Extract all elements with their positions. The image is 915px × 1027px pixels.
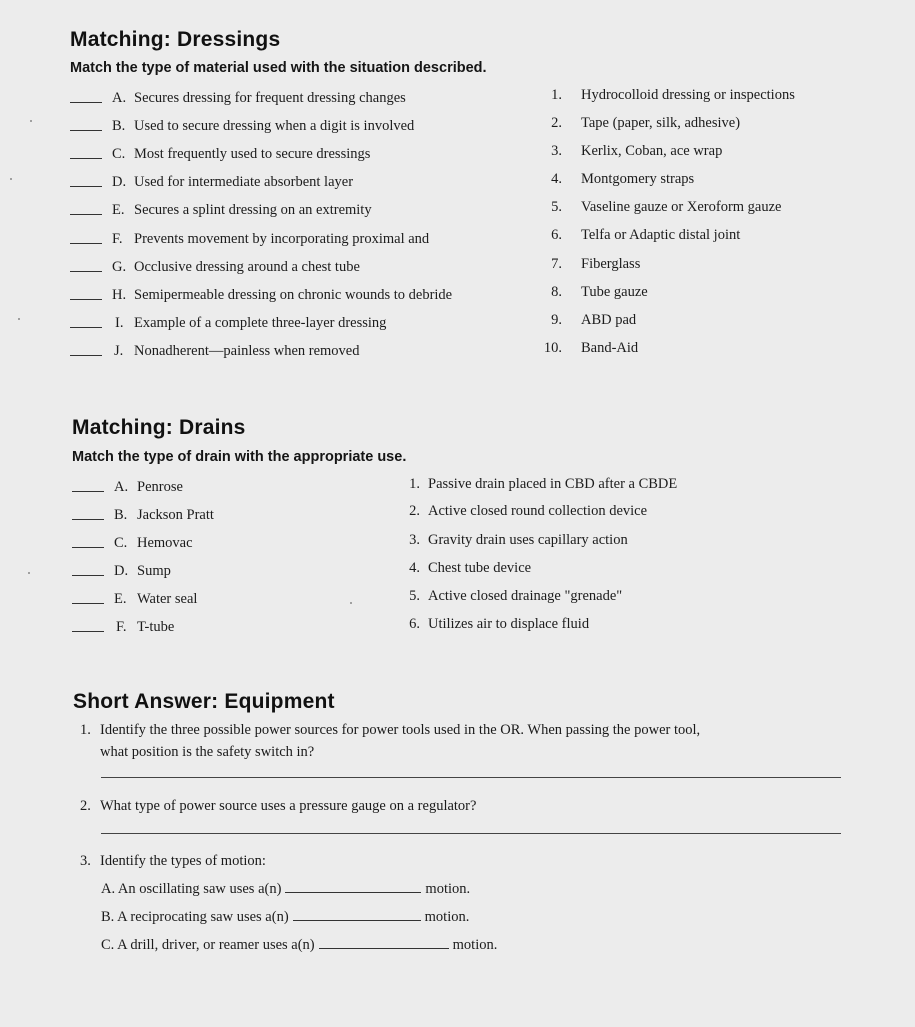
short-answer-title: Short Answer: Equipment xyxy=(73,690,335,713)
question-number: 2. xyxy=(80,798,91,814)
dressing-option xyxy=(532,84,862,106)
dressing-item xyxy=(70,312,530,334)
question-text-line-1: Identify the three possible power sources for power tools used in the OR. When passing the power tool, xyxy=(100,722,701,738)
item-text: Hemovac xyxy=(137,535,193,551)
option-text: Gravity drain uses capillary action xyxy=(428,532,628,548)
drain-option xyxy=(390,613,730,635)
option-text: Active closed round collection device xyxy=(428,503,648,519)
item-letter: G. xyxy=(112,259,127,275)
drain-option xyxy=(390,557,730,579)
dressing-item xyxy=(70,115,530,137)
scan-speck xyxy=(28,572,30,574)
option-number: 5. xyxy=(551,199,562,215)
dressing-item xyxy=(70,228,530,250)
question-3 xyxy=(80,851,840,873)
answer-blank[interactable] xyxy=(70,102,102,103)
option-number: 6. xyxy=(551,227,562,243)
motion-blank[interactable] xyxy=(319,947,449,949)
motion-suffix: motion. xyxy=(425,881,471,897)
motion-blank[interactable] xyxy=(285,891,421,893)
item-letter: A. xyxy=(114,479,129,495)
option-number: 9. xyxy=(551,312,562,328)
option-number: 1. xyxy=(409,476,420,492)
option-text: Vaseline gauze or Xeroform gauze xyxy=(581,199,782,215)
motion-item-a xyxy=(101,879,470,900)
item-text: Semipermeable dressing on chronic wounds to debride xyxy=(134,287,453,303)
drain-item xyxy=(72,616,372,638)
item-text: Sump xyxy=(137,563,171,579)
answer-blank[interactable] xyxy=(70,299,102,300)
item-letter: C. xyxy=(112,146,126,162)
option-number: 6. xyxy=(409,616,420,632)
dressing-option xyxy=(532,253,862,275)
item-letter: B. xyxy=(114,507,128,523)
question-text: What type of power source uses a pressure gauge on a regulator? xyxy=(100,798,477,814)
dressing-item xyxy=(70,87,530,109)
dressing-option xyxy=(532,281,862,303)
option-text: Active closed drainage "grenade" xyxy=(428,588,623,604)
answer-blank[interactable] xyxy=(70,355,102,356)
item-text: Occlusive dressing around a chest tube xyxy=(134,259,360,275)
option-number: 8. xyxy=(551,284,562,300)
drain-option xyxy=(390,500,730,522)
option-text: Band-Aid xyxy=(581,340,639,356)
answer-blank[interactable] xyxy=(72,491,104,492)
option-number: 4. xyxy=(409,560,420,576)
answer-line-2[interactable] xyxy=(101,833,841,834)
item-letter: F. xyxy=(112,231,123,247)
option-text: Chest tube device xyxy=(428,560,532,576)
option-number: 1. xyxy=(551,87,562,103)
item-letter: E. xyxy=(114,591,127,607)
item-letter: I. xyxy=(115,315,124,331)
dressing-item xyxy=(70,256,530,278)
option-text: Fiberglass xyxy=(581,256,641,272)
motion-prompt: A. An oscillating saw uses a(n) xyxy=(101,881,282,897)
answer-blank[interactable] xyxy=(70,158,102,159)
item-letter: F. xyxy=(116,619,127,635)
scan-speck xyxy=(18,318,20,320)
motion-suffix: motion. xyxy=(424,909,470,925)
motion-prompt: C. A drill, driver, or reamer uses a(n) xyxy=(101,937,315,953)
drains-instruction: Match the type of drain with the appropriate use. xyxy=(72,449,407,465)
option-text: Hydrocolloid dressing or inspections xyxy=(581,87,795,103)
item-letter: D. xyxy=(112,174,127,190)
question-number: 1. xyxy=(80,722,91,738)
option-text: ABD pad xyxy=(581,312,637,328)
drain-option xyxy=(390,585,730,607)
option-text: Montgomery straps xyxy=(581,171,695,187)
drain-item xyxy=(72,476,372,498)
option-number: 3. xyxy=(409,532,420,548)
option-text: Passive drain placed in CBD after a CBDE xyxy=(428,476,678,492)
drain-item xyxy=(72,588,372,610)
dressing-option xyxy=(532,140,862,162)
dressing-item xyxy=(70,171,530,193)
item-text: T-tube xyxy=(137,619,175,635)
answer-blank[interactable] xyxy=(72,631,104,632)
option-number: 10. xyxy=(543,340,562,356)
dressing-option xyxy=(532,168,862,190)
motion-suffix: motion. xyxy=(452,937,498,953)
item-text: Used to secure dressing when a digit is involved xyxy=(134,118,415,134)
dressing-item xyxy=(70,340,530,362)
question-2 xyxy=(80,796,840,818)
item-letter: C. xyxy=(114,535,128,551)
option-text: Tape (paper, silk, adhesive) xyxy=(581,115,741,131)
motion-item-b xyxy=(101,907,469,928)
option-text: Utilizes air to displace fluid xyxy=(428,616,590,632)
item-text: Prevents movement by incorporating proximal and xyxy=(134,231,430,247)
item-text: Penrose xyxy=(137,479,183,495)
dressing-option xyxy=(532,337,862,359)
option-number: 7. xyxy=(551,256,562,272)
item-text: Secures a splint dressing on an extremity xyxy=(134,202,372,218)
dressing-item xyxy=(70,143,530,165)
answer-blank[interactable] xyxy=(72,547,104,548)
answer-blank[interactable] xyxy=(72,575,104,576)
question-number: 3. xyxy=(80,853,91,869)
drain-item xyxy=(72,504,372,526)
answer-blank[interactable] xyxy=(70,186,102,187)
answer-blank[interactable] xyxy=(70,243,102,244)
item-text: Used for intermediate absorbent layer xyxy=(134,174,354,190)
drain-option xyxy=(390,529,730,551)
option-number: 5. xyxy=(409,588,420,604)
dressing-item xyxy=(70,199,530,221)
motion-blank[interactable] xyxy=(293,919,421,921)
dressing-item xyxy=(70,284,530,306)
motion-prompt: B. A reciprocating saw uses a(n) xyxy=(101,909,289,925)
answer-blank[interactable] xyxy=(72,603,104,604)
answer-blank[interactable] xyxy=(70,271,102,272)
item-letter: B. xyxy=(112,118,126,134)
item-letter: D. xyxy=(114,563,129,579)
option-number: 2. xyxy=(551,115,562,131)
option-text: Kerlix, Coban, ace wrap xyxy=(581,143,723,159)
question-1 xyxy=(80,720,840,764)
option-text: Tube gauze xyxy=(581,284,648,300)
item-text: Water seal xyxy=(137,591,198,607)
dressing-option xyxy=(532,112,862,134)
scan-speck xyxy=(10,178,12,180)
option-number: 2. xyxy=(409,503,420,519)
item-letter: A. xyxy=(112,90,127,106)
drain-item xyxy=(72,532,372,554)
drain-option xyxy=(390,473,730,495)
dressing-option xyxy=(532,224,862,246)
item-letter: E. xyxy=(112,202,125,218)
scan-speck xyxy=(30,120,32,122)
drains-title: Matching: Drains xyxy=(72,416,246,439)
dressing-option xyxy=(532,196,862,218)
item-text: Secures dressing for frequent dressing changes xyxy=(134,90,406,106)
answer-blank[interactable] xyxy=(72,519,104,520)
item-text: Most frequently used to secure dressings xyxy=(134,146,371,162)
item-text: Jackson Pratt xyxy=(137,507,214,523)
answer-line-1[interactable] xyxy=(101,777,841,778)
item-text: Nonadherent—painless when removed xyxy=(134,343,360,359)
option-number: 4. xyxy=(551,171,562,187)
dressing-option xyxy=(532,309,862,331)
item-letter: J. xyxy=(114,343,124,359)
item-letter: H. xyxy=(112,287,127,303)
motion-item-c xyxy=(101,935,497,956)
dressings-title: Matching: Dressings xyxy=(70,28,281,51)
question-text: Identify the types of motion: xyxy=(100,853,266,869)
option-text: Telfa or Adaptic distal joint xyxy=(581,227,741,243)
answer-blank[interactable] xyxy=(70,130,102,131)
question-text-line-2: what position is the safety switch in? xyxy=(100,744,315,760)
answer-blank[interactable] xyxy=(70,214,102,215)
item-text: Example of a complete three-layer dressing xyxy=(134,315,387,331)
drain-item xyxy=(72,560,372,582)
dressings-instruction: Match the type of material used with the situation described. xyxy=(70,60,487,76)
answer-blank[interactable] xyxy=(70,327,102,328)
option-number: 3. xyxy=(551,143,562,159)
